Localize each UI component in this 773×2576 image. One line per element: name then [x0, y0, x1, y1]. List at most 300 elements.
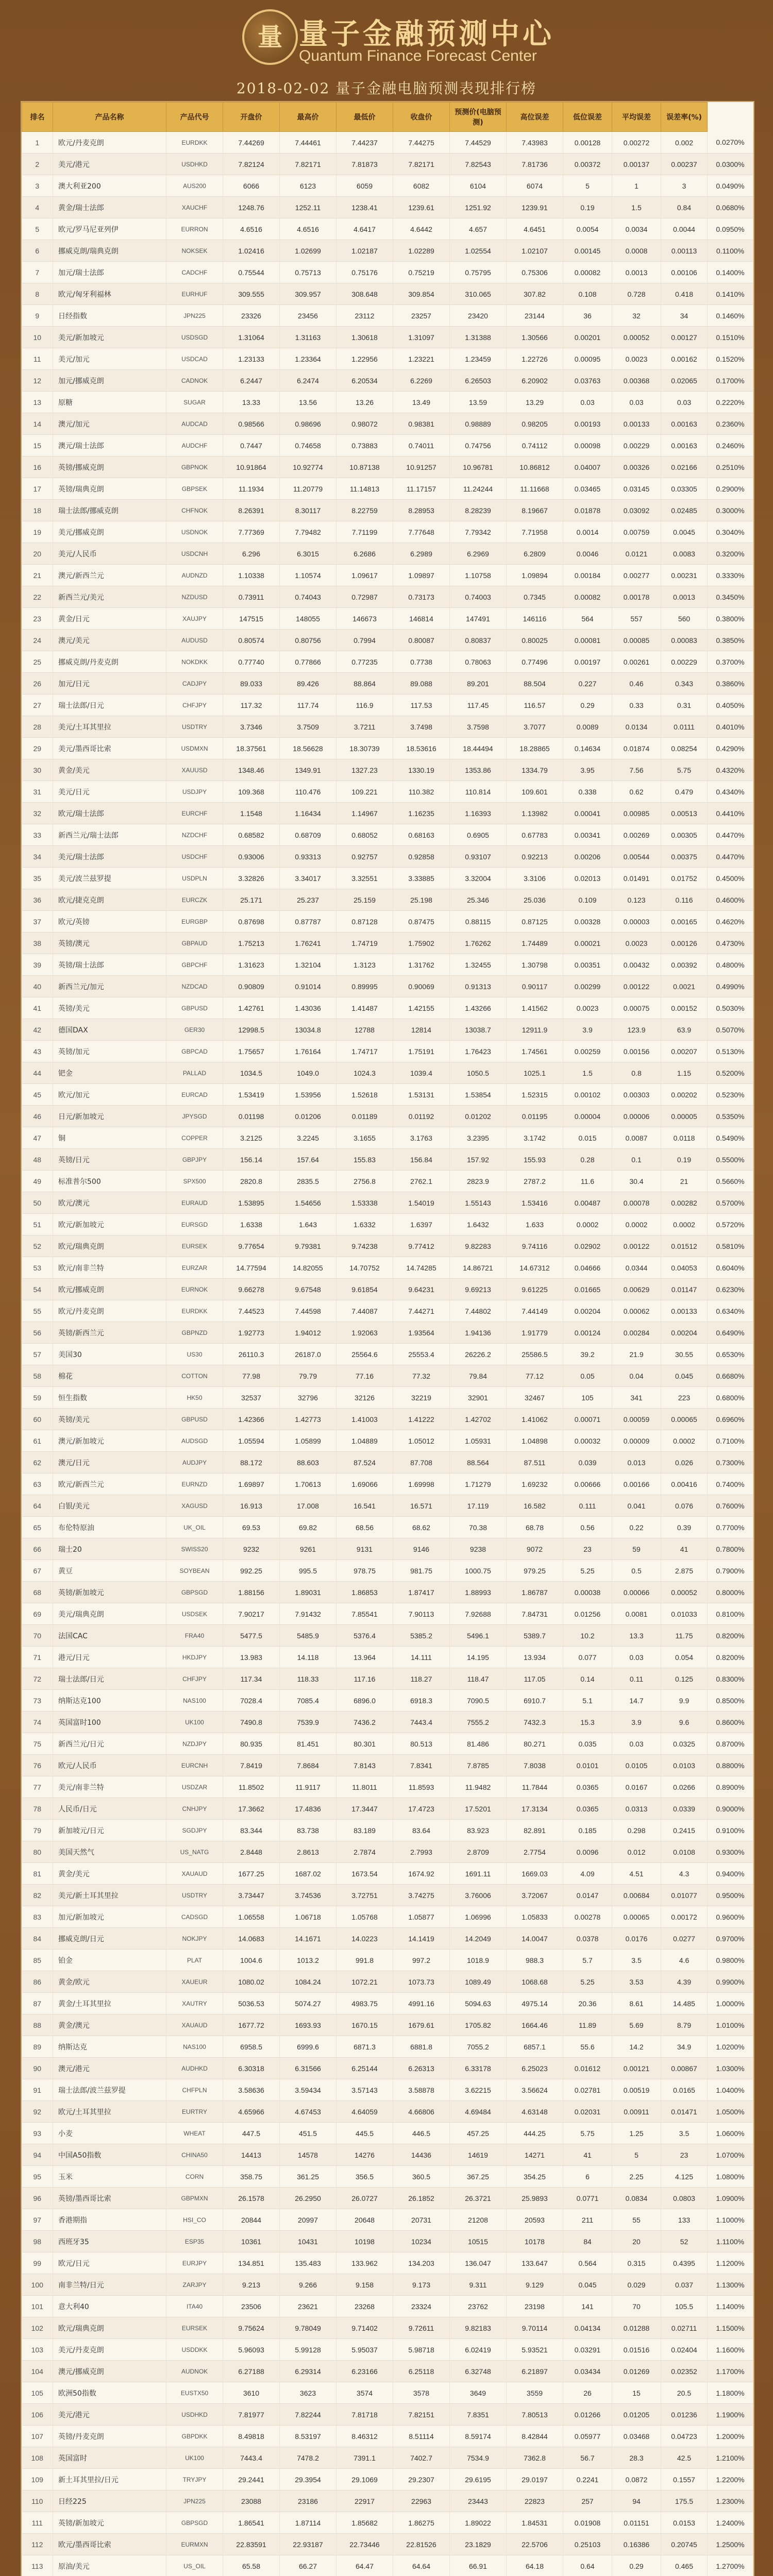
value-cell: 0.9000% [708, 1798, 753, 1820]
value-cell: 0.5810% [708, 1235, 753, 1257]
value-cell: 1687.02 [280, 1863, 337, 1885]
value-cell: 0.4340% [708, 781, 753, 803]
value-cell: 0.01147 [661, 1279, 708, 1300]
table-row [22, 1127, 753, 1149]
value-cell: 29.1069 [337, 2469, 393, 2490]
value-cell: 1.76423 [450, 1041, 507, 1062]
value-cell: 11.9117 [280, 1776, 337, 1798]
value-cell: 26226.2 [450, 1344, 507, 1365]
value-cell: 55.6 [563, 2036, 612, 2058]
table-row [22, 2534, 753, 2555]
value-cell: 18.37561 [223, 738, 280, 759]
product-name-cell: 挪威克朗/丹麦克朗 [53, 651, 166, 673]
value-cell: 32796 [280, 1387, 337, 1409]
value-cell: 84 [563, 2231, 612, 2252]
rank-cell: 19 [22, 521, 53, 543]
value-cell: 0.64 [563, 2555, 612, 2576]
value-cell: 0.01205 [612, 2404, 661, 2426]
value-cell: 17.4723 [393, 1798, 450, 1820]
rank-cell: 14 [22, 413, 53, 435]
value-cell: 0.03092 [612, 500, 661, 521]
value-cell: 0.01189 [337, 1106, 393, 1127]
value-cell: 0.0153 [661, 2512, 708, 2534]
value-cell: 0.037 [661, 2274, 708, 2296]
value-cell: 22.93187 [280, 2534, 337, 2555]
value-cell: 0.4470% [708, 824, 753, 846]
value-cell: 0.3200% [708, 543, 753, 565]
value-cell: 1.1600% [708, 2339, 753, 2361]
value-cell: 0.029 [612, 2274, 661, 2296]
value-cell: 0.00229 [612, 435, 661, 456]
rank-cell: 73 [22, 1690, 53, 1711]
value-cell: 1.53131 [393, 1084, 450, 1106]
table-row [22, 1473, 753, 1495]
value-cell: 141 [563, 2296, 612, 2317]
value-cell: 0.01665 [563, 1279, 612, 1300]
rank-cell: 57 [22, 1344, 53, 1365]
value-cell: 0.19 [563, 197, 612, 218]
value-cell: 0.00095 [563, 348, 612, 370]
rank-cell: 71 [22, 1647, 53, 1668]
product-code-cell: CADSGD [166, 1906, 223, 1928]
value-cell: 14413 [223, 2144, 280, 2166]
value-cell: 1.69897 [223, 1473, 280, 1495]
table-row [22, 154, 753, 175]
value-cell: 105.5 [661, 2296, 708, 2317]
product-code-cell: CADCHF [166, 262, 223, 283]
value-cell: 0.3040% [708, 521, 753, 543]
value-cell: 6082 [393, 175, 450, 197]
value-cell: 1334.79 [507, 759, 563, 781]
table-row [22, 2447, 753, 2469]
table-row [22, 1647, 753, 1668]
value-cell: 0.1700% [708, 370, 753, 392]
value-cell: 9261 [280, 1538, 337, 1560]
value-cell: 0.19 [661, 1149, 708, 1171]
page-title: 量子金融预测中心 [299, 17, 554, 51]
value-cell: 3610 [223, 2382, 280, 2404]
table-row [22, 2036, 753, 2058]
value-cell: 7.44461 [280, 132, 337, 154]
value-cell: 1.53416 [507, 1192, 563, 1214]
value-cell: 2.25 [612, 2166, 661, 2188]
value-cell: 1.3123 [337, 954, 393, 976]
value-cell: 0.01752 [661, 868, 708, 889]
value-cell: 77.98 [223, 1365, 280, 1387]
value-cell: 7.71199 [337, 521, 393, 543]
value-cell: 0.00021 [563, 933, 612, 954]
table-row [22, 2274, 753, 2296]
value-cell: 0.0083 [661, 543, 708, 565]
value-cell: 109.601 [507, 781, 563, 803]
value-cell: 0.20745 [661, 2534, 708, 2555]
value-cell: 8.46312 [337, 2426, 393, 2447]
table-row [22, 2339, 753, 2361]
rank-cell: 70 [22, 1625, 53, 1647]
product-name-cell: 英国富时 [53, 2447, 166, 2469]
value-cell: 118.27 [393, 1668, 450, 1690]
value-cell: 0.9400% [708, 1863, 753, 1885]
value-cell: 7555.2 [450, 1711, 507, 1733]
value-cell: 6074 [507, 175, 563, 197]
value-cell: 1.92773 [223, 1322, 280, 1344]
value-cell: 5.75 [661, 759, 708, 781]
rank-cell: 46 [22, 1106, 53, 1127]
table-row [22, 1041, 753, 1062]
rank-cell: 82 [22, 1885, 53, 1906]
product-code-cell: XAUAUD [166, 2014, 223, 2036]
value-cell: 7085.4 [280, 1690, 337, 1711]
value-cell: 23621 [280, 2296, 337, 2317]
value-cell: 1049.0 [280, 1062, 337, 1084]
value-cell: 0.00059 [612, 1409, 661, 1430]
value-cell: 0.002 [661, 132, 708, 154]
value-cell: 0.9500% [708, 1885, 753, 1906]
ranking-table [22, 102, 753, 2576]
value-cell: 0.00038 [563, 1582, 612, 1603]
value-cell: 1239.91 [507, 197, 563, 218]
value-cell: 29.2441 [223, 2469, 280, 2490]
value-cell: 0.123 [612, 889, 661, 911]
value-cell: 14.77594 [223, 1257, 280, 1279]
value-cell: 0.00326 [612, 456, 661, 478]
value-cell: 63.9 [661, 1019, 708, 1041]
value-cell: 0.00052 [612, 327, 661, 348]
value-cell: 0.0313 [612, 1798, 661, 1820]
product-name-cell: 美元/丹麦克朗 [53, 2339, 166, 2361]
value-cell: 0.3700% [708, 651, 753, 673]
table-row [22, 478, 753, 500]
value-cell: 0.4050% [708, 694, 753, 716]
value-cell: 1.76262 [450, 933, 507, 954]
value-cell: 6.3015 [280, 543, 337, 565]
product-code-cell: GBPSGD [166, 2512, 223, 2534]
value-cell: 0.92757 [337, 846, 393, 868]
value-cell: 9232 [223, 1538, 280, 1560]
value-cell: 0.0378 [563, 1928, 612, 1950]
table-row [22, 305, 753, 327]
product-code-cell: SPX500 [166, 1171, 223, 1192]
value-cell: 9.66278 [223, 1279, 280, 1300]
value-cell: 118.33 [280, 1668, 337, 1690]
value-cell: 0.00145 [563, 240, 612, 262]
rank-cell: 40 [22, 976, 53, 997]
table-row [22, 2317, 753, 2339]
rank-cell: 99 [22, 2252, 53, 2274]
value-cell: 1.05877 [393, 1906, 450, 1928]
value-cell: 23088 [223, 2490, 280, 2512]
value-cell: 0.77866 [280, 651, 337, 673]
value-cell: 70 [612, 2296, 661, 2317]
value-cell: 0.7700% [708, 1517, 753, 1538]
value-cell: 0.0002 [612, 1214, 661, 1235]
value-cell: 117.53 [393, 694, 450, 716]
table-row [22, 911, 753, 933]
value-cell: 16.913 [223, 1495, 280, 1517]
product-code-cell: EURSEK [166, 2317, 223, 2339]
product-name-cell: 美元/瑞典克朗 [53, 1603, 166, 1625]
value-cell: 0.4500% [708, 868, 753, 889]
value-cell: 7.82171 [393, 154, 450, 175]
value-cell: 39.2 [563, 1344, 612, 1365]
table-row [22, 1019, 753, 1041]
value-cell: 0.2900% [708, 478, 753, 500]
table-row [22, 1365, 753, 1387]
value-cell: 9.82183 [450, 2317, 507, 2339]
product-code-cell: GBPCAD [166, 1041, 223, 1062]
value-cell: 0.1520% [708, 348, 753, 370]
value-cell: 3.57143 [337, 2079, 393, 2101]
value-cell: 83.189 [337, 1820, 393, 1841]
product-code-cell: USDZAR [166, 1776, 223, 1798]
product-name-cell: 布伦特原油 [53, 1517, 166, 1538]
value-cell: 0.0165 [661, 2079, 708, 2101]
product-name-cell: 欧元/新西兰元 [53, 1473, 166, 1495]
product-name-cell: 南非兰特/日元 [53, 2274, 166, 2296]
value-cell: 0.0325 [661, 1733, 708, 1755]
value-cell: 21 [661, 1171, 708, 1192]
value-cell: 0.01288 [612, 2317, 661, 2339]
value-cell: 87.708 [393, 1452, 450, 1473]
value-cell: 0.75713 [280, 262, 337, 283]
value-cell: 25.171 [223, 889, 280, 911]
rank-cell: 81 [22, 1863, 53, 1885]
table-row [22, 1582, 753, 1603]
value-cell: 11.11668 [507, 478, 563, 500]
rank-cell: 111 [22, 2512, 53, 2534]
product-name-cell: 黄金/美元 [53, 1863, 166, 1885]
product-name-cell: 欧元/丹麦克朗 [53, 1300, 166, 1322]
value-cell: 1.0200% [708, 2036, 753, 2058]
rank-cell: 43 [22, 1041, 53, 1062]
value-cell: 7.8351 [450, 2404, 507, 2426]
value-cell: 1.13982 [507, 803, 563, 824]
table-row [22, 565, 753, 586]
value-cell: 0.02065 [661, 370, 708, 392]
value-cell: 13.59 [450, 392, 507, 413]
value-cell: 0.73173 [393, 586, 450, 608]
value-cell: 0.8300% [708, 1668, 753, 1690]
value-cell: 0.5500% [708, 1149, 753, 1171]
value-cell: 1.31388 [450, 327, 507, 348]
value-cell: 0.00229 [661, 651, 708, 673]
value-cell: 1.5 [612, 197, 661, 218]
value-cell: 0.28 [563, 1149, 612, 1171]
rank-cell: 58 [22, 1365, 53, 1387]
rank-cell: 37 [22, 911, 53, 933]
value-cell: 0.67783 [507, 824, 563, 846]
value-cell: 0.00328 [563, 911, 612, 933]
value-cell: 22.81526 [393, 2534, 450, 2555]
product-code-cell: CHFPLN [166, 2079, 223, 2101]
rank-cell: 113 [22, 2555, 53, 2576]
value-cell: 110.476 [280, 781, 337, 803]
value-cell: 1.42761 [223, 997, 280, 1019]
value-cell: 0.74011 [393, 435, 450, 456]
value-cell: 6.2969 [450, 543, 507, 565]
value-cell: 0.80756 [280, 630, 337, 651]
value-cell: 116.57 [507, 694, 563, 716]
value-cell: 1.1100% [708, 2231, 753, 2252]
value-cell: 0.16386 [612, 2534, 661, 2555]
value-cell: 14276 [337, 2144, 393, 2166]
product-code-cell: WHEAT [166, 2123, 223, 2144]
value-cell: 0.00165 [661, 911, 708, 933]
value-cell: 23420 [450, 305, 507, 327]
product-name-cell: 新西兰元/瑞士法郎 [53, 824, 166, 846]
value-cell: 14.86721 [450, 1257, 507, 1279]
value-cell: 22917 [337, 2490, 393, 2512]
value-cell: 560 [661, 608, 708, 630]
column-header: 产品代号 [166, 103, 223, 132]
value-cell: 0.00137 [612, 154, 661, 175]
product-code-cell: AUDUSD [166, 630, 223, 651]
value-cell: 0.8200% [708, 1647, 753, 1668]
product-name-cell: 澳元/新西兰元 [53, 565, 166, 586]
value-cell: 134.203 [393, 2252, 450, 2274]
product-code-cell: COTTON [166, 1365, 223, 1387]
value-cell: 4.65966 [223, 2101, 280, 2123]
product-code-cell: USDNOK [166, 521, 223, 543]
value-cell: 0.5030% [708, 997, 753, 1019]
brand-logo [242, 9, 298, 65]
product-name-cell: 香港期指 [53, 2209, 166, 2231]
value-cell: 354.25 [507, 2166, 563, 2188]
product-code-cell: USDMXN [166, 738, 223, 759]
value-cell: 457.25 [450, 2123, 507, 2144]
value-cell: 1.30566 [507, 327, 563, 348]
value-cell: 0.00544 [612, 846, 661, 868]
value-cell: 0.035 [563, 1733, 612, 1755]
product-name-cell: 美国天然气 [53, 1841, 166, 1863]
rank-cell: 20 [22, 543, 53, 565]
value-cell: 0.3000% [708, 500, 753, 521]
value-cell: 0.00133 [661, 1300, 708, 1322]
value-cell: 1013.2 [280, 1950, 337, 1971]
product-code-cell: EURZAR [166, 1257, 223, 1279]
value-cell: 0.00303 [612, 1084, 661, 1106]
value-cell: 1.10574 [280, 565, 337, 586]
value-cell: 6.2989 [393, 543, 450, 565]
product-name-cell: 欧元/英镑 [53, 911, 166, 933]
rank-cell: 36 [22, 889, 53, 911]
product-name-cell: 黄金/美元 [53, 759, 166, 781]
value-cell: 7.81873 [337, 154, 393, 175]
value-cell: 9.67548 [280, 1279, 337, 1300]
product-name-cell: 小麦 [53, 2123, 166, 2144]
value-cell: 5 [612, 2144, 661, 2166]
value-cell: 14.111 [393, 1647, 450, 1668]
value-cell: 0.46 [612, 673, 661, 694]
value-cell: 11.20779 [280, 478, 337, 500]
table-row [22, 2404, 753, 2426]
value-cell: 1034.5 [223, 1062, 280, 1084]
value-cell: 0.56 [563, 1517, 612, 1538]
rank-cell: 30 [22, 759, 53, 781]
value-cell: 1.6338 [223, 1214, 280, 1235]
value-cell: 2.8448 [223, 1841, 280, 1863]
value-cell: 7.8038 [507, 1755, 563, 1776]
table-row [22, 1863, 753, 1885]
value-cell: 7362.8 [507, 2447, 563, 2469]
value-cell: 4.6442 [393, 218, 450, 240]
value-cell: 0.00003 [612, 911, 661, 933]
value-cell: 564 [563, 608, 612, 630]
value-cell: 32126 [337, 1387, 393, 1409]
product-name-cell: 美元/人民币 [53, 543, 166, 565]
value-cell: 0.00206 [563, 846, 612, 868]
value-cell: 0.00066 [612, 1582, 661, 1603]
value-cell: 5.93521 [507, 2339, 563, 2361]
value-cell: 6918.3 [393, 1690, 450, 1711]
value-cell: 1.06996 [450, 1906, 507, 1928]
product-name-cell: 瑞士20 [53, 1538, 166, 1560]
value-cell: 68.78 [507, 1517, 563, 1538]
value-cell: 11.14813 [337, 478, 393, 500]
table-row [22, 2123, 753, 2144]
value-cell: 1073.73 [393, 1971, 450, 1993]
value-cell: 0.62 [612, 781, 661, 803]
rank-cell: 38 [22, 933, 53, 954]
table-row [22, 2188, 753, 2209]
value-cell: 7.82171 [280, 154, 337, 175]
product-name-cell: 欧元/日元 [53, 2252, 166, 2274]
value-cell: 1.69998 [393, 1473, 450, 1495]
value-cell: 0.00041 [563, 803, 612, 824]
product-code-cell: NOKDKK [166, 651, 223, 673]
value-cell: 0.87698 [223, 911, 280, 933]
value-cell: 445.5 [337, 2123, 393, 2144]
table-row [22, 2490, 753, 2512]
value-cell: 0.9300% [708, 1841, 753, 1863]
table-row [22, 1668, 753, 1690]
rank-cell: 5 [22, 218, 53, 240]
table-row [22, 2555, 753, 2576]
value-cell: 0.78063 [450, 651, 507, 673]
value-cell: 109.221 [337, 781, 393, 803]
value-cell: 992.25 [223, 1560, 280, 1582]
table-row [22, 500, 753, 521]
product-code-cell: EURGBP [166, 911, 223, 933]
value-cell: 0.74043 [280, 586, 337, 608]
value-cell: 1.71279 [450, 1473, 507, 1495]
value-cell: 0.0680% [708, 197, 753, 218]
value-cell: 0.2510% [708, 456, 753, 478]
value-cell: 0.03 [612, 1733, 661, 1755]
product-code-cell: NOKJPY [166, 1928, 223, 1950]
value-cell: 0.04007 [563, 456, 612, 478]
value-cell: 0.3450% [708, 586, 753, 608]
value-cell: 13.56 [280, 392, 337, 413]
value-cell: 4975.14 [507, 1993, 563, 2014]
value-cell: 23506 [223, 2296, 280, 2317]
product-name-cell: 玉米 [53, 2166, 166, 2188]
value-cell: 1.87417 [393, 1582, 450, 1603]
value-cell: 32467 [507, 1387, 563, 1409]
product-name-cell: 澳元/新加坡元 [53, 1430, 166, 1452]
rank-cell: 33 [22, 824, 53, 846]
value-cell: 6896.0 [337, 1690, 393, 1711]
product-name-cell: 欧元/瑞典克朗 [53, 2317, 166, 2339]
value-cell: 1.16434 [280, 803, 337, 824]
value-cell: 3.2395 [450, 1127, 507, 1149]
value-cell: 0.0044 [661, 218, 708, 240]
value-cell: 1.10758 [450, 565, 507, 586]
product-code-cell: US_OIL [166, 2555, 223, 2576]
value-cell: 20844 [223, 2209, 280, 2231]
rank-cell: 22 [22, 586, 53, 608]
product-name-cell: 黄豆 [53, 1560, 166, 1582]
